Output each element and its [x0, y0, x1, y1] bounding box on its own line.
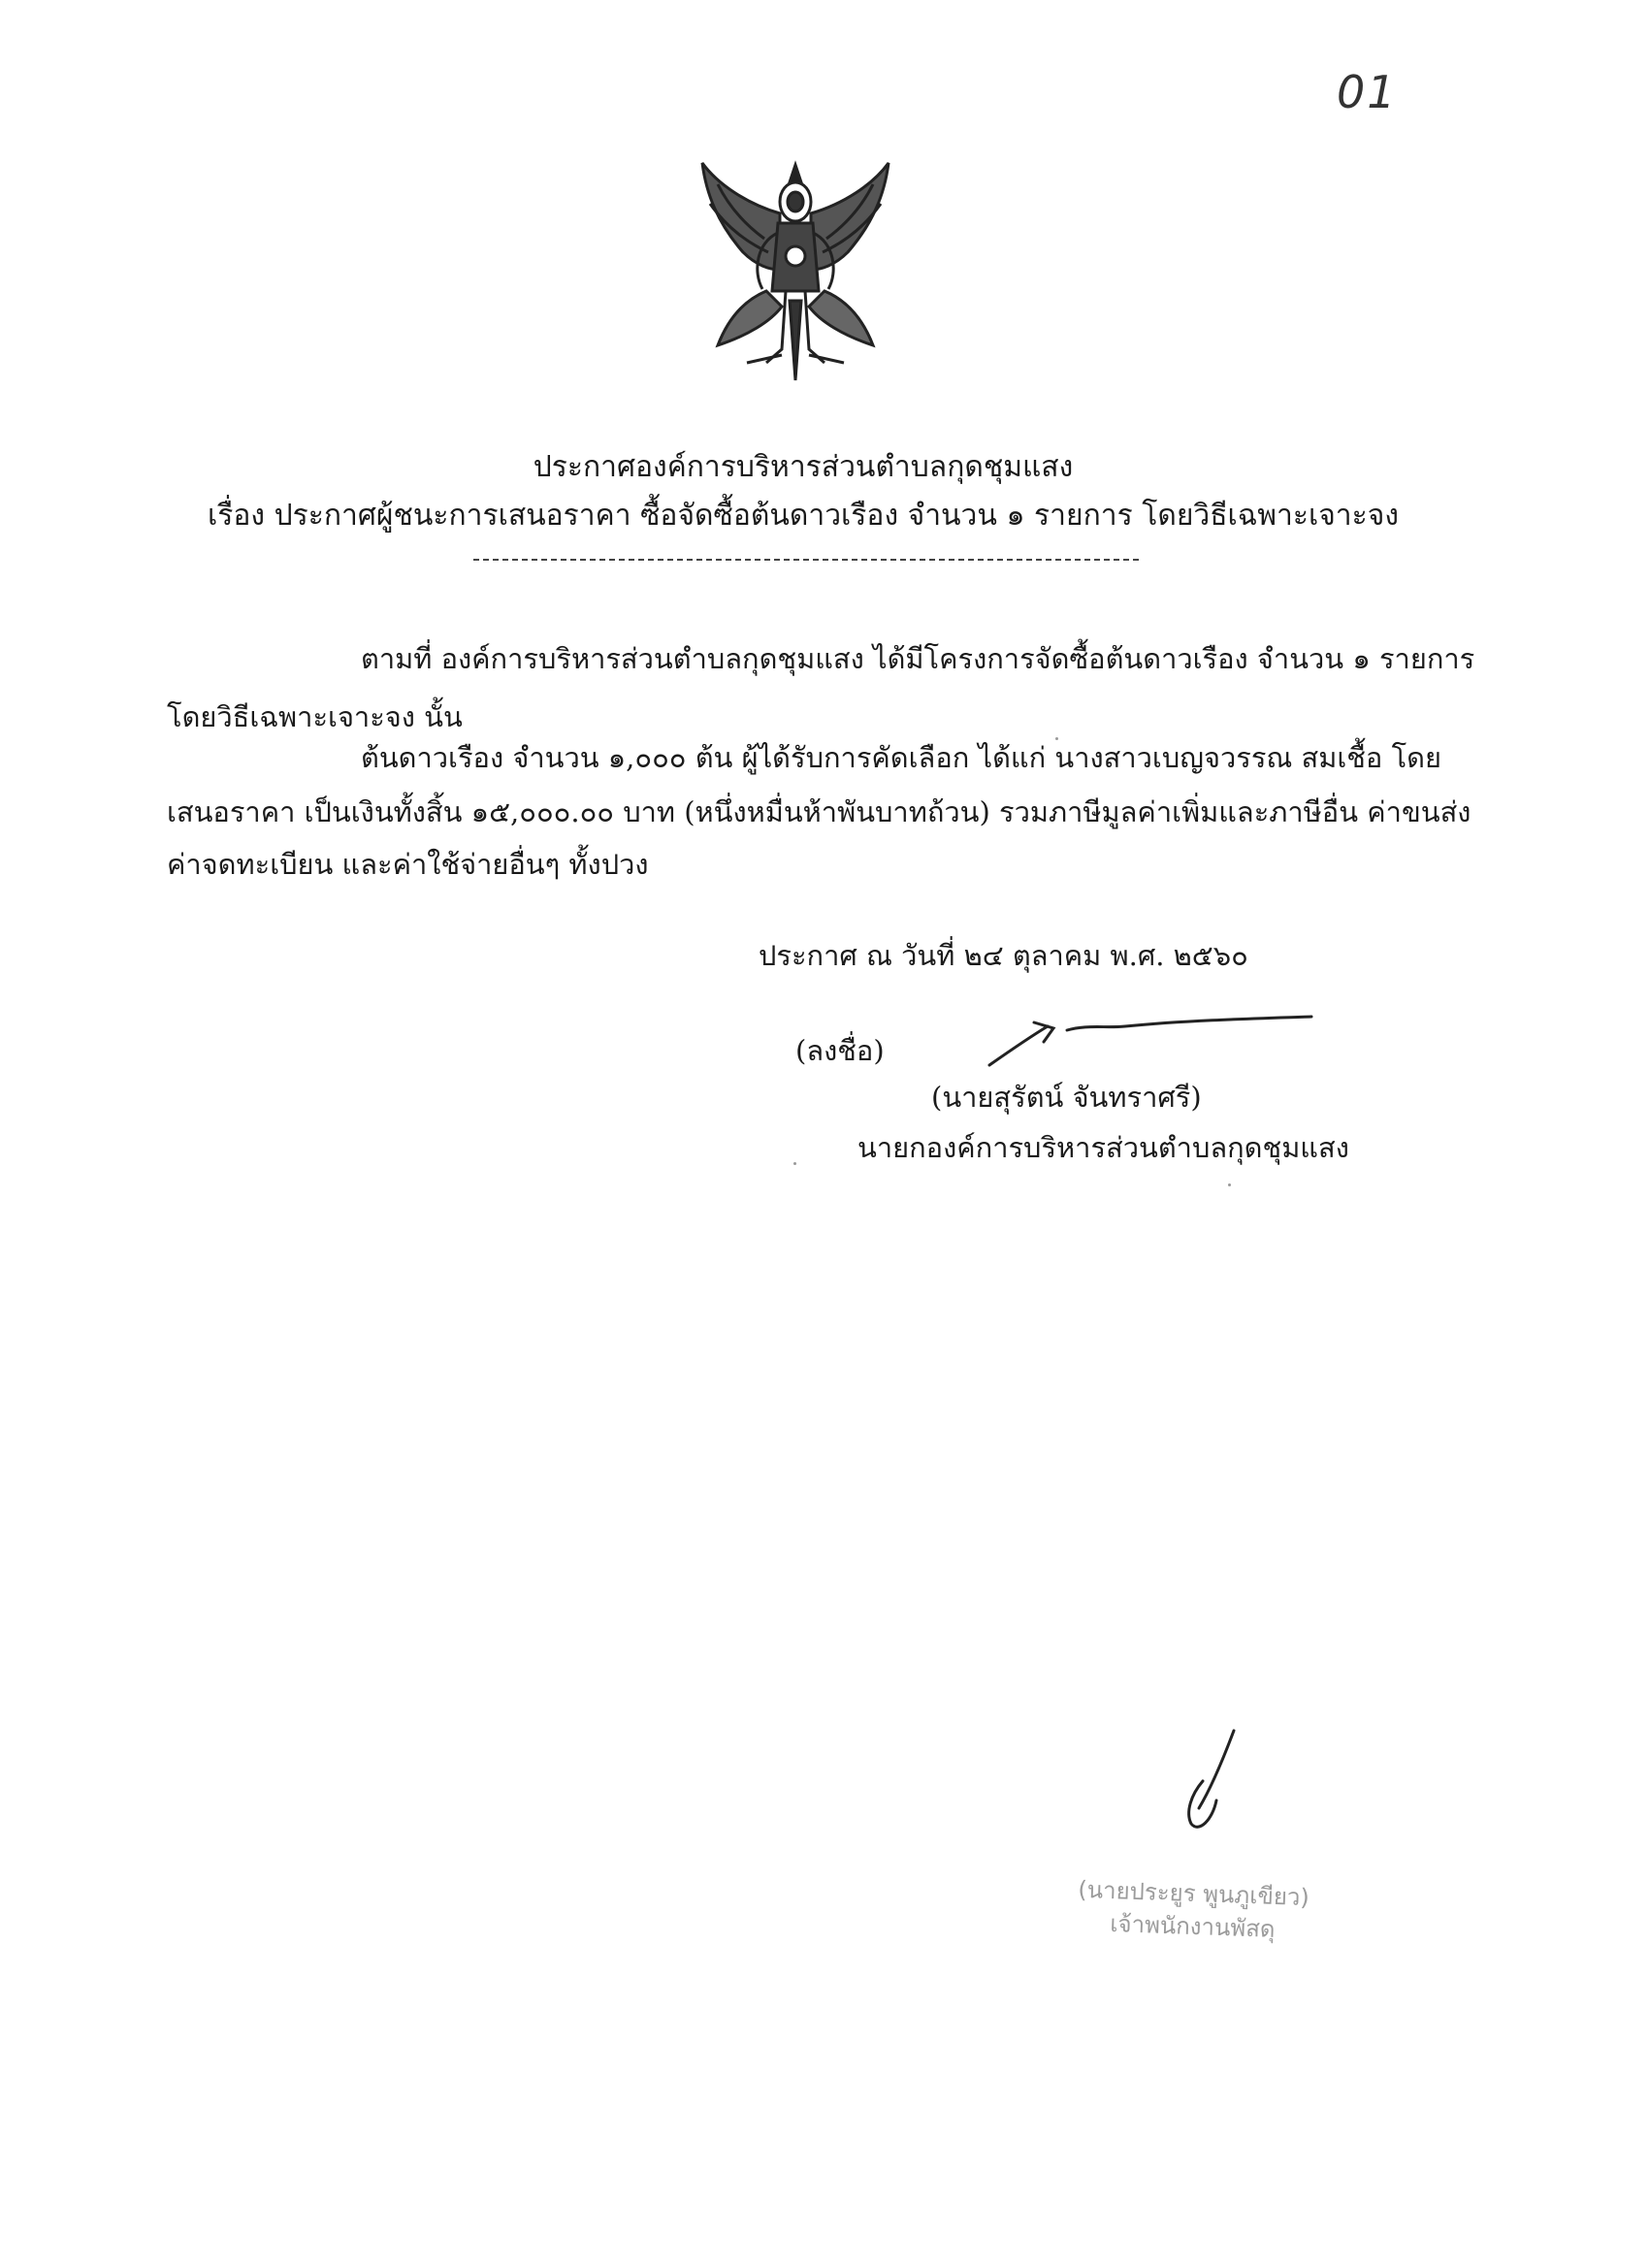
signature-image [970, 1009, 1319, 1077]
sign-label: (ลงชื่อ) [795, 1034, 885, 1067]
signer-name: (นายสุรัตน์ จันทราศรี) [931, 1081, 1202, 1114]
officer-stamp [1047, 1872, 1340, 1948]
scan-speck [793, 1162, 796, 1165]
divider-line [473, 559, 1139, 561]
announcement-title: ประกาศองค์การบริหารส่วนตำบลกุดชุมแสง [533, 450, 1074, 484]
announcement-subject: เรื่อง ประกาศผู้ชนะการเสนอราคา ซื้อจัดซื้อต้นดาวเรือง จำนวน ๑ รายการ โดยวิธีเฉพาะเจาะจง [208, 499, 1399, 533]
scan-speck [1228, 1183, 1231, 1186]
stamp-name: (นายประยูร พูนภูเขียว) [1077, 1875, 1310, 1912]
signer-position: นายกองค์การบริหารส่วนตำบลกุดชุมแสง [857, 1131, 1349, 1164]
initial-signature-image [1174, 1727, 1271, 1843]
scan-speck [1055, 737, 1058, 740]
paragraph-2-line-2: เสนอราคา เป็นเงินทั้งสิ้น ๑๕,๐๐๐.๐๐ บาท (หนึ่งหมื่นห้าพันบาทถ้วน) รวมภาษีมูลค่าเพิ่มและภาษีอื่น ค่าขนส่ง [167, 795, 1471, 828]
paragraph-2-line-3: ค่าจดทะเบียน และค่าใช้จ่ายอื่นๆ ทั้งปวง [167, 848, 649, 881]
garuda-emblem-icon [689, 155, 902, 388]
paragraph-1-line-1: ตามที่ องค์การบริหารส่วนตำบลกุดชุมแสง ได้มีโครงการจัดซื้อต้นดาวเรือง จำนวน ๑ รายการ [361, 642, 1475, 675]
announcement-date: ประกาศ ณ วันที่ ๒๔ ตุลาคม พ.ศ. ๒๕๖๐ [759, 939, 1248, 972]
paragraph-2-line-1: ต้นดาวเรือง จำนวน ๑,๐๐๐ ต้น ผู้ได้รับการคัดเลือก ได้แก่ นางสาวเบญจวรรณ สมเชื้อ โดย [361, 741, 1441, 774]
page-number: 01 [1337, 66, 1398, 118]
stamp-position: เจ้าพนักงานพัสดุ [1109, 1910, 1276, 1943]
paragraph-1-line-2: โดยวิธีเฉพาะเจาะจง นั้น [167, 700, 463, 733]
